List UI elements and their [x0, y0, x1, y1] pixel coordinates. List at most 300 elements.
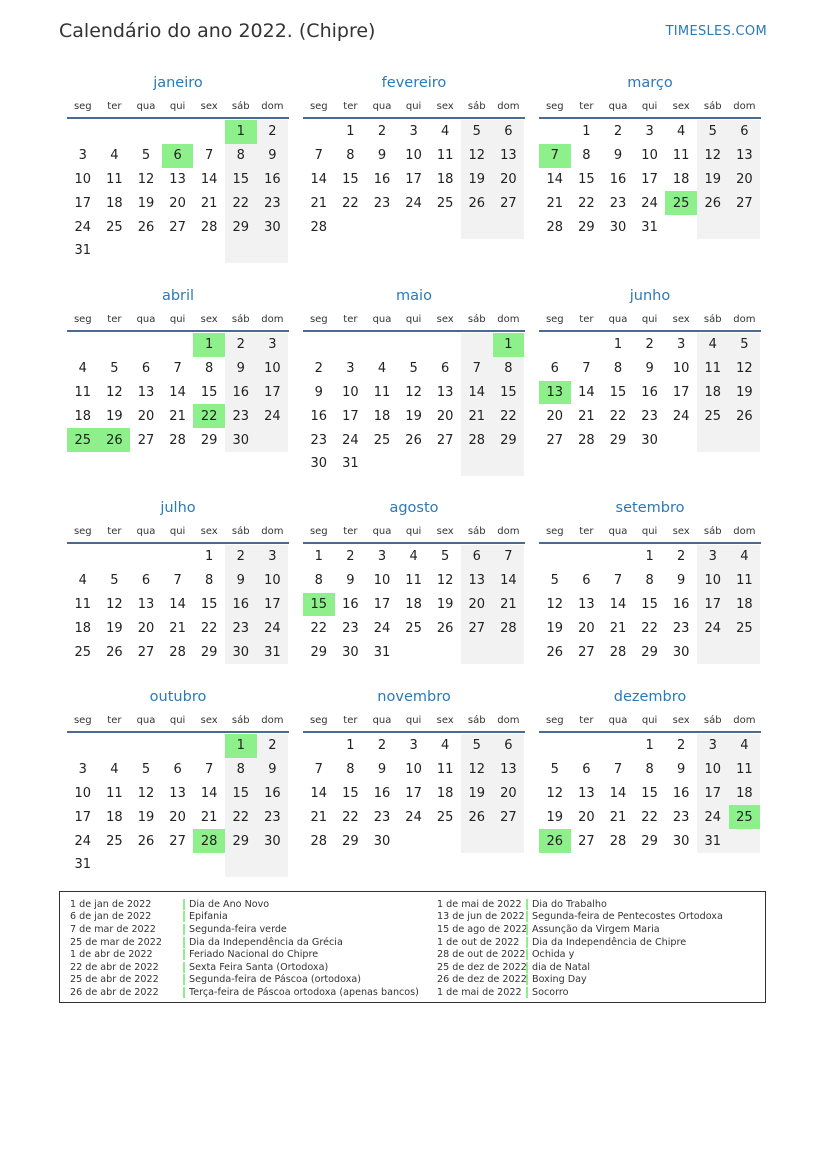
- day-cell: 21: [609, 620, 627, 636]
- month-name: agosto: [389, 500, 439, 516]
- day-cell: 20: [436, 408, 454, 424]
- day-cell: 2: [677, 738, 686, 754]
- weekday-label: qua: [136, 525, 156, 537]
- weekday-label: ter: [343, 100, 358, 112]
- weekday-label: sáb: [231, 714, 250, 726]
- weekday-label: seg: [309, 714, 328, 726]
- day-cell: 24: [257, 616, 289, 640]
- day-cell: 10: [672, 361, 690, 377]
- day-cell: 28: [546, 219, 564, 235]
- empty-cell: [366, 333, 398, 357]
- empty-cell: [99, 333, 131, 357]
- holiday-name: Dia de Ano Novo: [183, 899, 269, 910]
- day-cell: 2: [346, 549, 355, 565]
- empty-cell: [257, 239, 289, 263]
- day-cell: 6: [493, 120, 525, 144]
- day-cell: 24: [641, 195, 658, 211]
- day-cell: 7: [582, 361, 591, 377]
- empty-cell: [130, 333, 162, 357]
- day-cell: 5: [441, 549, 450, 565]
- empty-cell: [130, 734, 162, 758]
- legend-column-right: [437, 898, 723, 999]
- weekday-label: sáb: [231, 100, 250, 112]
- weekday-label: dom: [497, 100, 520, 112]
- day-cell: 31: [257, 640, 289, 664]
- day-grid: [67, 120, 289, 263]
- day-cell: 3: [257, 545, 289, 569]
- weekday-label: qui: [405, 100, 422, 112]
- day-cell: 10: [257, 569, 289, 593]
- day-cell: 16: [257, 782, 289, 806]
- empty-cell: [429, 829, 461, 853]
- day-cell: 27: [436, 432, 454, 448]
- empty-cell: [539, 734, 571, 758]
- empty-cell: [99, 853, 131, 877]
- month-name: maio: [396, 288, 432, 304]
- day-cell: 14: [578, 384, 595, 400]
- day-cell: 27: [169, 833, 186, 849]
- day-cell: 19: [546, 620, 564, 636]
- day-cell: 1: [193, 333, 225, 357]
- day-cell: 28: [169, 644, 186, 660]
- day-cell: 11: [405, 573, 422, 589]
- day-cell: 17: [74, 195, 92, 211]
- day-cell: 20: [169, 195, 186, 211]
- day-cell: 8: [582, 148, 591, 164]
- day-cell: 22: [200, 620, 218, 636]
- month-name: abril: [161, 288, 195, 304]
- day-cell: 1: [613, 337, 623, 353]
- day-cell: 23: [225, 616, 257, 640]
- day-cell: 24: [373, 620, 391, 636]
- empty-cell: [398, 333, 430, 357]
- day-cell: 9: [613, 148, 623, 164]
- day-cell: 7: [613, 573, 623, 589]
- day-cell: 20: [578, 620, 595, 636]
- day-cell: 17: [697, 782, 729, 806]
- weekday-label: seg: [73, 313, 92, 325]
- day-cell: 7: [539, 144, 571, 168]
- day-cell: 23: [257, 191, 289, 215]
- month-9: [67, 686, 289, 877]
- day-cell: 3: [697, 545, 729, 569]
- weekday-header: [67, 709, 289, 733]
- weekday-label: ter: [343, 313, 358, 325]
- holiday-date: 25 de mar de 2022: [70, 936, 162, 948]
- empty-cell: [67, 545, 99, 569]
- day-cell: 25: [67, 428, 99, 452]
- day-cell: 6: [550, 361, 559, 377]
- weekday-label: sex: [672, 313, 690, 325]
- empty-cell: [729, 640, 761, 664]
- day-cell: 29: [609, 432, 627, 448]
- empty-cell: [493, 640, 525, 664]
- day-cell: 9: [377, 148, 387, 164]
- day-cell: 6: [729, 120, 761, 144]
- day-cell: 13: [729, 144, 761, 168]
- holiday-date: 26 de dez de 2022: [437, 974, 527, 986]
- day-cell: 21: [461, 404, 493, 428]
- day-cell: 5: [110, 361, 119, 377]
- day-cell: 19: [436, 596, 454, 612]
- day-cell: 19: [461, 782, 493, 806]
- day-cell: 12: [405, 384, 422, 400]
- day-cell: 6: [493, 734, 525, 758]
- empty-cell: [303, 120, 335, 144]
- weekday-label: ter: [107, 525, 122, 537]
- day-cell: 12: [461, 758, 493, 782]
- weekday-label: ter: [107, 313, 122, 325]
- day-cell: 21: [169, 620, 186, 636]
- legend-row: [437, 936, 723, 949]
- weekday-label: dom: [261, 100, 284, 112]
- empty-cell: [335, 215, 367, 239]
- day-cell: 2: [225, 545, 257, 569]
- empty-cell: [493, 215, 525, 239]
- day-cell: 28: [193, 829, 225, 853]
- holiday-legend: [59, 891, 766, 1003]
- weekday-label: sáb: [467, 525, 486, 537]
- weekday-label: seg: [73, 714, 92, 726]
- day-cell: 31: [342, 456, 359, 472]
- day-cell: 27: [137, 644, 155, 660]
- empty-cell: [398, 215, 430, 239]
- day-cell: 7: [461, 357, 493, 381]
- weekday-label: qui: [169, 714, 186, 726]
- day-cell: 29: [342, 833, 359, 849]
- day-cell: 16: [672, 596, 690, 612]
- day-cell: 10: [74, 171, 92, 187]
- page-title: Calendário do ano 2022. (Chipre): [59, 20, 376, 42]
- day-cell: 30: [225, 640, 257, 664]
- day-cell: 24: [405, 195, 422, 211]
- weekday-label: qui: [169, 100, 186, 112]
- weekday-label: qua: [372, 714, 392, 726]
- day-cell: 5: [461, 120, 493, 144]
- day-cell: 13: [493, 144, 525, 168]
- day-cell: 4: [729, 545, 761, 569]
- weekday-header: [539, 308, 761, 332]
- day-cell: 9: [346, 573, 355, 589]
- empty-cell: [697, 640, 729, 664]
- day-cell: 2: [677, 549, 686, 565]
- empty-cell: [665, 215, 697, 239]
- weekday-header: [67, 520, 289, 544]
- day-cell: 5: [110, 573, 119, 589]
- day-cell: 14: [200, 785, 218, 801]
- day-cell: 3: [377, 549, 387, 565]
- day-cell: 28: [493, 616, 525, 640]
- weekday-label: dom: [261, 525, 284, 537]
- day-cell: 5: [409, 361, 418, 377]
- day-cell: 3: [677, 337, 686, 353]
- weekday-header: [539, 95, 761, 119]
- weekday-label: qui: [405, 525, 422, 537]
- day-cell: 1: [346, 124, 355, 140]
- day-grid: [67, 333, 289, 452]
- day-cell: 22: [641, 809, 658, 825]
- holiday-date: 1 de mai de 2022: [437, 898, 522, 910]
- day-cell: 3: [78, 762, 87, 778]
- day-cell: 14: [169, 384, 186, 400]
- empty-cell: [461, 215, 493, 239]
- weekday-label: ter: [579, 714, 594, 726]
- empty-cell: [193, 120, 225, 144]
- day-cell: 6: [461, 545, 493, 569]
- weekday-label: seg: [545, 100, 564, 112]
- day-cell: 1: [645, 738, 654, 754]
- day-cell: 30: [257, 829, 289, 853]
- day-cell: 3: [409, 738, 418, 754]
- weekday-header: [303, 308, 525, 332]
- day-cell: 29: [200, 644, 218, 660]
- empty-cell: [67, 333, 99, 357]
- day-cell: 10: [405, 762, 422, 778]
- day-cell: 18: [74, 408, 92, 424]
- day-cell: 17: [257, 381, 289, 405]
- weekday-label: sáb: [703, 100, 722, 112]
- weekday-label: seg: [309, 100, 328, 112]
- day-cell: 28: [461, 428, 493, 452]
- day-cell: 16: [310, 408, 328, 424]
- weekday-label: qua: [372, 525, 392, 537]
- day-cell: 16: [225, 381, 257, 405]
- day-cell: 4: [110, 762, 119, 778]
- weekday-label: dom: [733, 100, 756, 112]
- day-cell: 1: [225, 734, 257, 758]
- day-cell: 26: [137, 219, 155, 235]
- day-cell: 7: [314, 148, 323, 164]
- day-cell: 15: [578, 171, 595, 187]
- weekday-label: dom: [497, 313, 520, 325]
- weekday-label: dom: [733, 525, 756, 537]
- weekday-label: ter: [343, 525, 358, 537]
- day-cell: 12: [729, 357, 761, 381]
- legend-row: [70, 923, 419, 936]
- day-cell: 25: [436, 195, 454, 211]
- day-cell: 22: [342, 195, 359, 211]
- empty-cell: [303, 333, 335, 357]
- weekday-label: sáb: [231, 313, 250, 325]
- weekday-label: sáb: [467, 714, 486, 726]
- day-cell: 27: [578, 833, 595, 849]
- day-cell: 20: [137, 408, 155, 424]
- day-cell: 3: [645, 124, 654, 140]
- legend-row: [437, 948, 723, 961]
- day-cell: 12: [546, 785, 564, 801]
- empty-cell: [162, 239, 194, 263]
- day-cell: 5: [141, 148, 151, 164]
- holiday-date: 28 de out de 2022: [437, 949, 526, 961]
- weekday-label: qua: [372, 100, 392, 112]
- day-cell: 11: [672, 148, 690, 164]
- day-cell: 5: [461, 734, 493, 758]
- day-cell: 2: [377, 124, 387, 140]
- empty-cell: [539, 545, 571, 569]
- day-cell: 11: [729, 569, 761, 593]
- day-cell: 14: [310, 171, 328, 187]
- day-cell: 24: [697, 616, 729, 640]
- holiday-date: 7 de mar de 2022: [70, 923, 156, 935]
- day-cell: 28: [609, 644, 627, 660]
- weekday-label: seg: [309, 525, 328, 537]
- month-4: [303, 285, 525, 476]
- day-grid: [539, 120, 761, 239]
- day-cell: 28: [200, 219, 218, 235]
- holiday-date: 22 de abr de 2022: [70, 961, 159, 973]
- day-cell: 24: [74, 833, 92, 849]
- month-name: outubro: [149, 689, 207, 705]
- weekday-label: sex: [200, 100, 218, 112]
- empty-cell: [99, 120, 131, 144]
- day-cell: 16: [373, 785, 391, 801]
- day-cell: 27: [493, 191, 525, 215]
- empty-cell: [225, 853, 257, 877]
- day-cell: 15: [225, 168, 257, 192]
- weekday-label: seg: [73, 100, 92, 112]
- weekday-label: qui: [641, 525, 658, 537]
- day-cell: 15: [342, 785, 359, 801]
- day-cell: 8: [314, 573, 323, 589]
- day-cell: 21: [200, 809, 218, 825]
- holiday-date: 15 de ago de 2022: [437, 923, 528, 935]
- month-8: [539, 497, 761, 664]
- holiday-date: 25 de dez de 2022: [437, 961, 527, 973]
- weekday-label: qui: [169, 525, 186, 537]
- day-cell: 25: [729, 616, 761, 640]
- empty-cell: [366, 452, 398, 476]
- empty-cell: [429, 215, 461, 239]
- day-cell: 17: [373, 596, 391, 612]
- weekday-label: qua: [608, 100, 628, 112]
- day-cell: 24: [74, 219, 92, 235]
- day-cell: 4: [409, 549, 418, 565]
- day-cell: 5: [550, 573, 559, 589]
- weekday-header: [67, 95, 289, 119]
- day-cell: 14: [310, 785, 328, 801]
- day-cell: 30: [225, 428, 257, 452]
- day-cell: 4: [441, 124, 450, 140]
- weekday-label: qua: [136, 714, 156, 726]
- day-cell: 18: [672, 171, 690, 187]
- empty-cell: [162, 333, 194, 357]
- empty-cell: [461, 452, 493, 476]
- day-cell: 1: [645, 549, 654, 565]
- month-name: março: [627, 75, 673, 91]
- day-cell: 20: [546, 408, 564, 424]
- empty-cell: [130, 545, 162, 569]
- day-cell: 26: [697, 191, 729, 215]
- day-cell: 14: [546, 171, 564, 187]
- legend-row: [70, 974, 419, 987]
- day-cell: 19: [697, 168, 729, 192]
- day-cell: 12: [106, 384, 123, 400]
- day-cell: 29: [200, 432, 218, 448]
- day-cell: 15: [200, 596, 218, 612]
- day-cell: 23: [672, 620, 690, 636]
- day-cell: 13: [169, 171, 186, 187]
- weekday-label: sex: [436, 525, 454, 537]
- day-cell: 31: [697, 829, 729, 853]
- day-cell: 15: [641, 596, 658, 612]
- legend-row: [437, 974, 723, 987]
- day-cell: 11: [436, 148, 454, 164]
- weekday-label: dom: [497, 525, 520, 537]
- weekday-label: qui: [641, 313, 658, 325]
- day-cell: 22: [225, 805, 257, 829]
- day-cell: 8: [613, 361, 623, 377]
- day-cell: 28: [578, 432, 595, 448]
- day-cell: 5: [729, 333, 761, 357]
- day-cell: 9: [377, 762, 387, 778]
- day-cell: 7: [173, 573, 182, 589]
- holiday-name: Dia da Independência da Grécia: [183, 937, 343, 948]
- weekday-header: [303, 520, 525, 544]
- empty-cell: [429, 333, 461, 357]
- day-cell: 23: [373, 195, 391, 211]
- day-cell: 18: [74, 620, 92, 636]
- brand-link[interactable]: TIMESLES.COM: [665, 24, 767, 39]
- day-cell: 30: [310, 456, 328, 472]
- day-cell: 27: [729, 191, 761, 215]
- day-cell: 17: [697, 593, 729, 617]
- weekday-label: qui: [405, 714, 422, 726]
- weekday-label: dom: [261, 313, 284, 325]
- day-cell: 5: [550, 762, 559, 778]
- day-cell: 26: [539, 829, 571, 853]
- day-cell: 22: [493, 404, 525, 428]
- day-grid: [303, 333, 525, 476]
- holiday-name: dia de Natal: [526, 962, 590, 973]
- day-cell: 6: [141, 361, 151, 377]
- day-cell: 15: [225, 782, 257, 806]
- day-cell: 25: [373, 432, 391, 448]
- weekday-label: qua: [136, 313, 156, 325]
- day-cell: 25: [665, 191, 697, 215]
- day-cell: 27: [546, 432, 564, 448]
- empty-cell: [461, 333, 493, 357]
- day-cell: 22: [609, 408, 627, 424]
- day-cell: 12: [697, 144, 729, 168]
- day-cell: 4: [677, 124, 686, 140]
- weekday-label: ter: [579, 525, 594, 537]
- weekday-label: ter: [107, 100, 122, 112]
- day-cell: 8: [225, 144, 257, 168]
- day-cell: 10: [74, 785, 92, 801]
- day-cell: 23: [641, 408, 658, 424]
- weekday-label: sáb: [467, 313, 486, 325]
- empty-cell: [697, 215, 729, 239]
- day-cell: 11: [106, 171, 123, 187]
- day-cell: 26: [137, 833, 155, 849]
- day-cell: 16: [641, 384, 658, 400]
- day-cell: 20: [578, 809, 595, 825]
- empty-cell: [729, 215, 761, 239]
- weekday-label: seg: [309, 313, 328, 325]
- empty-cell: [729, 829, 761, 853]
- day-cell: 20: [461, 593, 493, 617]
- day-cell: 3: [257, 333, 289, 357]
- day-cell: 20: [169, 809, 186, 825]
- day-cell: 30: [672, 644, 690, 660]
- day-cell: 4: [441, 738, 450, 754]
- month-name: fevereiro: [381, 75, 447, 91]
- day-cell: 9: [257, 758, 289, 782]
- day-cell: 19: [729, 381, 761, 405]
- day-grid: [67, 734, 289, 877]
- day-cell: 4: [377, 361, 387, 377]
- empty-cell: [193, 239, 225, 263]
